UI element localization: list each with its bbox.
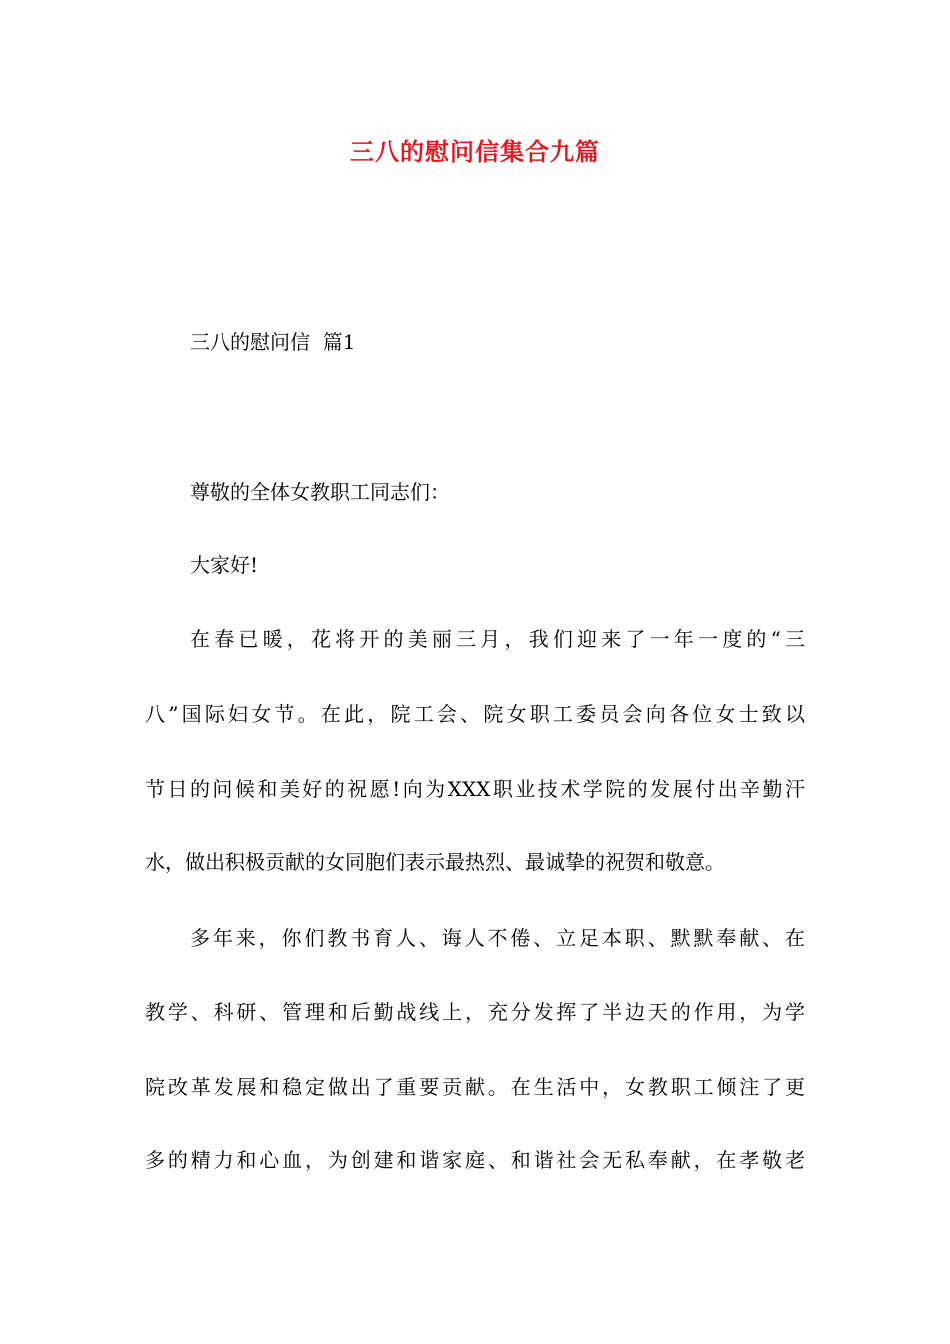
- paragraph-2-line-3: 院改革发展和稳定做出了重要贡献。在生活中，女教职工倾注了更: [145, 1075, 805, 1099]
- greeting: 大家好!: [190, 553, 259, 577]
- paragraph-1-line-4: 水，做出积极贡献的女同胞们表示最热烈、最诚挚的祝贺和敬意。: [145, 850, 725, 874]
- salutation: 尊敬的全体女教职工同志们：: [190, 480, 450, 504]
- paragraph-1-line-3: 节日的问候和美好的祝愿!向为XXX职业技术学院的发展付出辛勤汗: [145, 777, 805, 801]
- paragraph-2-line-4: 多的精力和心血，为创建和谐家庭、和谐社会无私奉献，在孝敬老: [145, 1148, 805, 1172]
- document-title: 三八的慰问信集合九篇: [350, 138, 600, 166]
- paragraph-2-line-2: 教学、科研、管理和后勤战线上，充分发挥了半边天的作用，为学: [145, 1000, 805, 1024]
- paragraph-2-line-1: 多年来，你们教书育人、诲人不倦、立足本职、默默奉献、在: [190, 926, 805, 950]
- paragraph-1-line-1: 在春已暖，花将开的美丽三月，我们迎来了一年一度的“三: [190, 627, 805, 651]
- section-heading: 三八的慰问信 篇1: [190, 330, 356, 354]
- paragraph-1-line-2: 八”国际妇女节。在此，院工会、院女职工委员会向各位女士致以: [145, 702, 805, 726]
